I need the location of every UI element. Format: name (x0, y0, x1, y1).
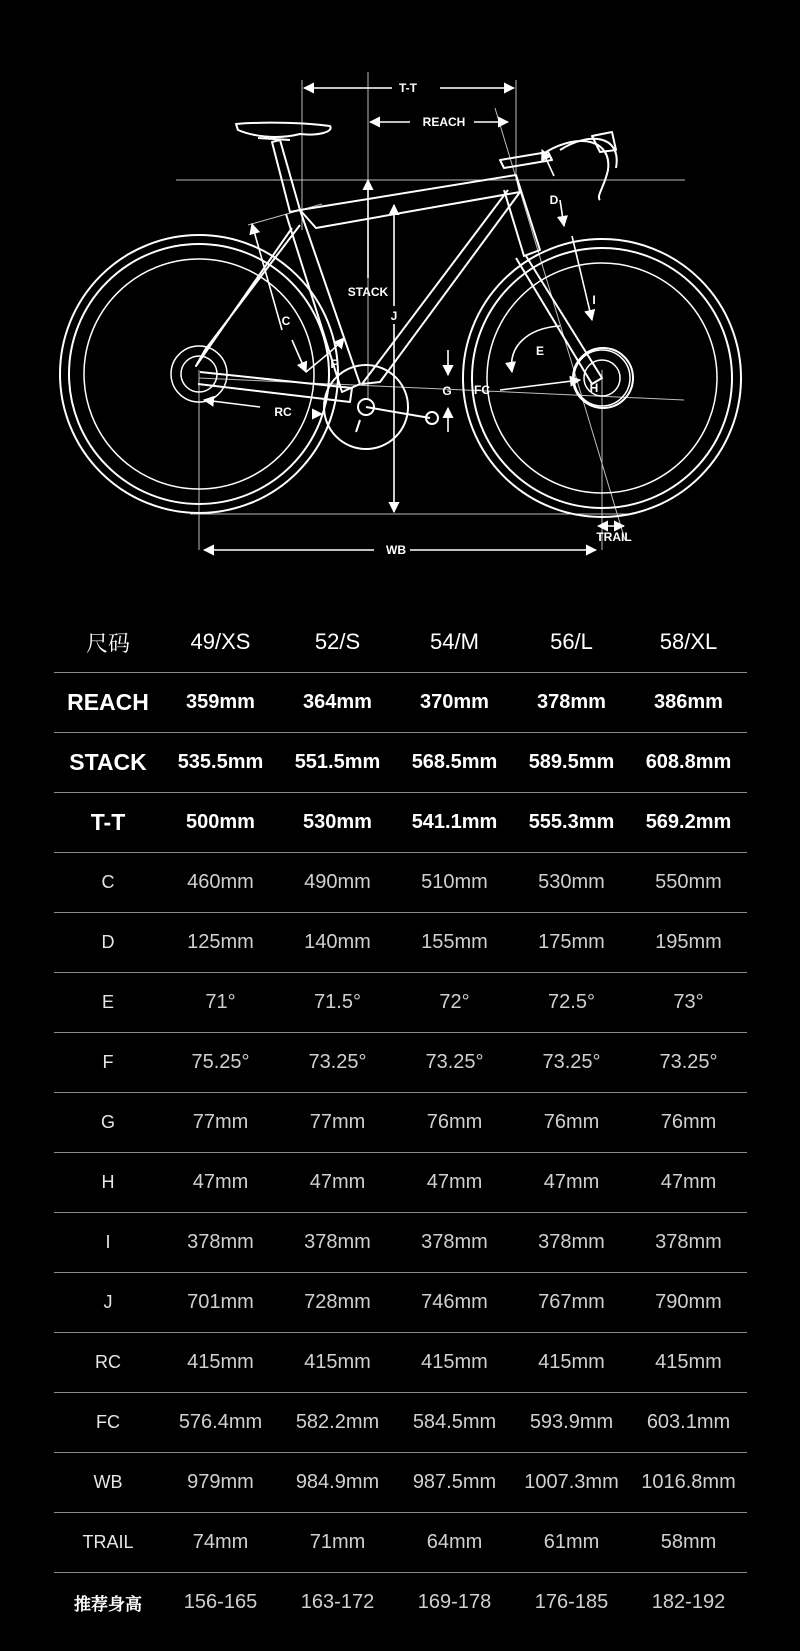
table-cell: 73.25° (396, 1033, 513, 1093)
table-cell: 746mm (396, 1273, 513, 1333)
table-cell: 155mm (396, 913, 513, 973)
table-row (54, 973, 747, 1033)
label-trail: TRAIL (596, 530, 632, 544)
table-cell: 984.9mm (279, 1453, 396, 1513)
table-cell: 71.5° (279, 973, 396, 1033)
table-row (54, 793, 747, 853)
row-label: C (54, 853, 162, 913)
table-cell: 603.1mm (630, 1393, 747, 1453)
table-cell: 182-192 (630, 1573, 747, 1633)
table-cell: 1016.8mm (630, 1453, 747, 1513)
table-cell: 790mm (630, 1273, 747, 1333)
label-h: H (589, 381, 599, 395)
table-cell: 550mm (630, 853, 747, 913)
table-row (54, 1093, 747, 1153)
table-cell: 73.25° (513, 1033, 630, 1093)
table-cell: 47mm (630, 1153, 747, 1213)
table-cell: 987.5mm (396, 1453, 513, 1513)
table-cell: 415mm (162, 1333, 279, 1393)
table-cell: 176-185 (513, 1573, 630, 1633)
table-cell: 979mm (162, 1453, 279, 1513)
table-cell: 61mm (513, 1513, 630, 1573)
table-cell: 584.5mm (396, 1393, 513, 1453)
table-cell: 510mm (396, 853, 513, 913)
table-row (54, 853, 747, 913)
table-cell: 47mm (513, 1153, 630, 1213)
table-cell: 1007.3mm (513, 1453, 630, 1513)
table-cell: 530mm (279, 793, 396, 853)
table-cell: 500mm (162, 793, 279, 853)
table-row (54, 1033, 747, 1093)
label-rc: RC (274, 405, 292, 419)
header-size-label: 尺码 (85, 630, 130, 656)
table-cell: 76mm (630, 1093, 747, 1153)
table-cell: 125mm (162, 913, 279, 973)
table-cell: 77mm (162, 1093, 279, 1153)
table-cell: 73° (630, 973, 747, 1033)
table-row (54, 733, 747, 793)
table-cell: 701mm (162, 1273, 279, 1333)
table-cell: 551.5mm (279, 733, 396, 793)
table-cell: 728mm (279, 1273, 396, 1333)
table-cell: 415mm (630, 1333, 747, 1393)
table-cell: 76mm (396, 1093, 513, 1153)
table-row (54, 1273, 747, 1333)
table-cell: 378mm (162, 1213, 279, 1273)
dimension-arrows (204, 88, 624, 550)
table-cell: 767mm (513, 1273, 630, 1333)
row-label: I (54, 1213, 162, 1273)
row-label: RC (54, 1333, 162, 1393)
label-reach: REACH (422, 115, 466, 129)
label-j: J (390, 309, 398, 323)
table-row (54, 913, 747, 973)
table-cell: 576.4mm (162, 1393, 279, 1453)
label-g: G (442, 384, 452, 398)
table-cell: 47mm (162, 1153, 279, 1213)
label-stack: STACK (347, 285, 389, 299)
header-size-58-xl: 58/XL (659, 629, 718, 654)
row-label: STACK (54, 733, 162, 793)
table-cell: 175mm (513, 913, 630, 973)
table-cell: 608.8mm (630, 733, 747, 793)
table-cell: 64mm (396, 1513, 513, 1573)
table-row (54, 1213, 747, 1273)
geometry-table (54, 612, 747, 1632)
row-label: TRAIL (54, 1513, 162, 1573)
table-row (54, 1153, 747, 1213)
label-i: I (592, 293, 596, 307)
bike-frame (196, 123, 617, 402)
label-f: F (330, 357, 338, 371)
header-size-52-s: 52/S (314, 629, 361, 654)
table-cell: 58mm (630, 1513, 747, 1573)
table-cell: 47mm (279, 1153, 396, 1213)
table-cell: 378mm (513, 1213, 630, 1273)
table-cell: 71° (162, 973, 279, 1033)
row-label: T-T (54, 793, 162, 853)
row-label: J (54, 1273, 162, 1333)
row-label: REACH (54, 673, 162, 733)
table-row (54, 1333, 747, 1393)
table-cell: 415mm (279, 1333, 396, 1393)
table-cell: 535.5mm (162, 733, 279, 793)
table-cell: 415mm (396, 1333, 513, 1393)
table-cell: 72° (396, 973, 513, 1033)
row-label: H (54, 1153, 162, 1213)
table-cell: 555.3mm (513, 793, 630, 853)
table-cell: 415mm (513, 1333, 630, 1393)
label-e: E (535, 344, 545, 358)
table-row (54, 1393, 747, 1453)
table-cell: 582.2mm (279, 1393, 396, 1453)
bike-geometry-diagram (0, 0, 800, 580)
row-label: FC (54, 1393, 162, 1453)
label-wb: WB (386, 543, 406, 557)
row-label: D (54, 913, 162, 973)
table-cell: 359mm (162, 673, 279, 733)
table-cell: 378mm (513, 673, 630, 733)
table-cell: 76mm (513, 1093, 630, 1153)
table-cell: 74mm (162, 1513, 279, 1573)
table-cell: 569.2mm (630, 793, 747, 853)
table-cell: 460mm (162, 853, 279, 913)
table-cell: 73.25° (279, 1033, 396, 1093)
table-cell: 140mm (279, 913, 396, 973)
row-label: F (54, 1033, 162, 1093)
table-cell: 593.9mm (513, 1393, 630, 1453)
table-body (54, 673, 747, 1633)
header-size-54-m: 54/M (430, 629, 479, 654)
table-cell: 378mm (396, 1213, 513, 1273)
table-cell: 568.5mm (396, 733, 513, 793)
table-header-row (54, 612, 747, 673)
table-cell: 378mm (279, 1213, 396, 1273)
label-c: C (281, 314, 291, 328)
table-row (54, 1453, 747, 1513)
table-cell: 195mm (630, 913, 747, 973)
label-fc: FC (474, 383, 490, 397)
label-tt: T-T (399, 81, 417, 95)
table-cell: 490mm (279, 853, 396, 913)
row-label: 推荐身高 (54, 1573, 162, 1633)
table-cell: 163-172 (279, 1573, 396, 1633)
table-row (54, 1573, 747, 1633)
table-row (54, 673, 747, 733)
table-cell: 47mm (396, 1153, 513, 1213)
table-cell: 541.1mm (396, 793, 513, 853)
header-size-49-xs: 49/XS (190, 629, 251, 654)
drivetrain (324, 348, 633, 449)
row-label: G (54, 1093, 162, 1153)
table-cell: 530mm (513, 853, 630, 913)
table-cell: 156-165 (162, 1573, 279, 1633)
table-cell: 73.25° (630, 1033, 747, 1093)
table-cell: 71mm (279, 1513, 396, 1573)
table-cell: 72.5° (513, 973, 630, 1033)
table-cell: 169-178 (396, 1573, 513, 1633)
table-cell: 77mm (279, 1093, 396, 1153)
table-cell: 378mm (630, 1213, 747, 1273)
table-cell: 364mm (279, 673, 396, 733)
label-d: D (549, 193, 559, 207)
table-cell: 370mm (396, 673, 513, 733)
table-cell: 386mm (630, 673, 747, 733)
row-label: E (54, 973, 162, 1033)
header-size-56-l: 56/L (550, 629, 593, 654)
bike-geometry-illustration (0, 0, 800, 580)
table-cell: 589.5mm (513, 733, 630, 793)
table-row (54, 1513, 747, 1573)
row-label: WB (54, 1453, 162, 1513)
table-cell: 75.25° (162, 1033, 279, 1093)
